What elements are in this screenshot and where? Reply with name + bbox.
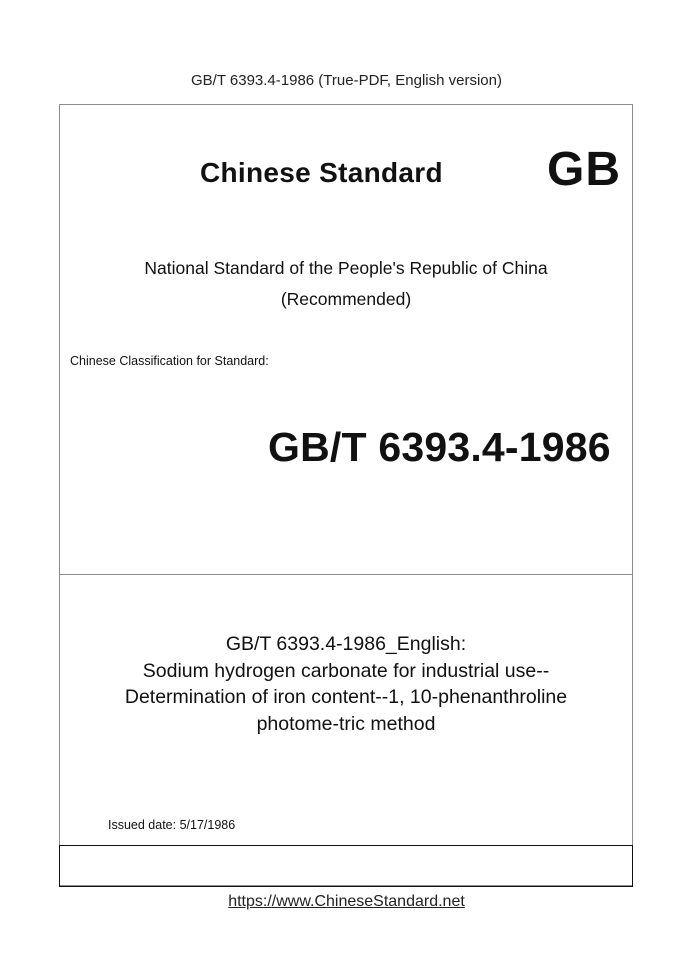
issued-date: Issued date: 5/17/1986 [108, 818, 236, 832]
standard-number: GB/T 6393.4-1986 [268, 424, 611, 470]
title-line: photome-tric method [256, 712, 436, 735]
title-line: Sodium hydrogen carbonate for industrial use-- [142, 659, 550, 682]
title-line: Determination of iron content--1, 10-phenanthroline [124, 686, 568, 708]
classification-label: Chinese Classification for Standard: [70, 354, 269, 368]
recommended-line: (Recommended) [280, 289, 412, 309]
cover-frame [59, 104, 633, 886]
section-divider [59, 574, 633, 575]
document-title [59, 631, 633, 737]
page-header: GB/T 6393.4-1986 (True-PDF, English version) [191, 72, 502, 89]
national-standard-line: National Standard of the People's Republic of China [144, 258, 548, 278]
cover-heading: Chinese Standard [200, 157, 443, 188]
website-link[interactable]: https://www.ChineseStandard.net [228, 893, 465, 910]
title-line: GB/T 6393.4-1986_English: [225, 633, 467, 655]
gb-mark: GB [547, 143, 621, 196]
bottom-strip [59, 845, 633, 887]
